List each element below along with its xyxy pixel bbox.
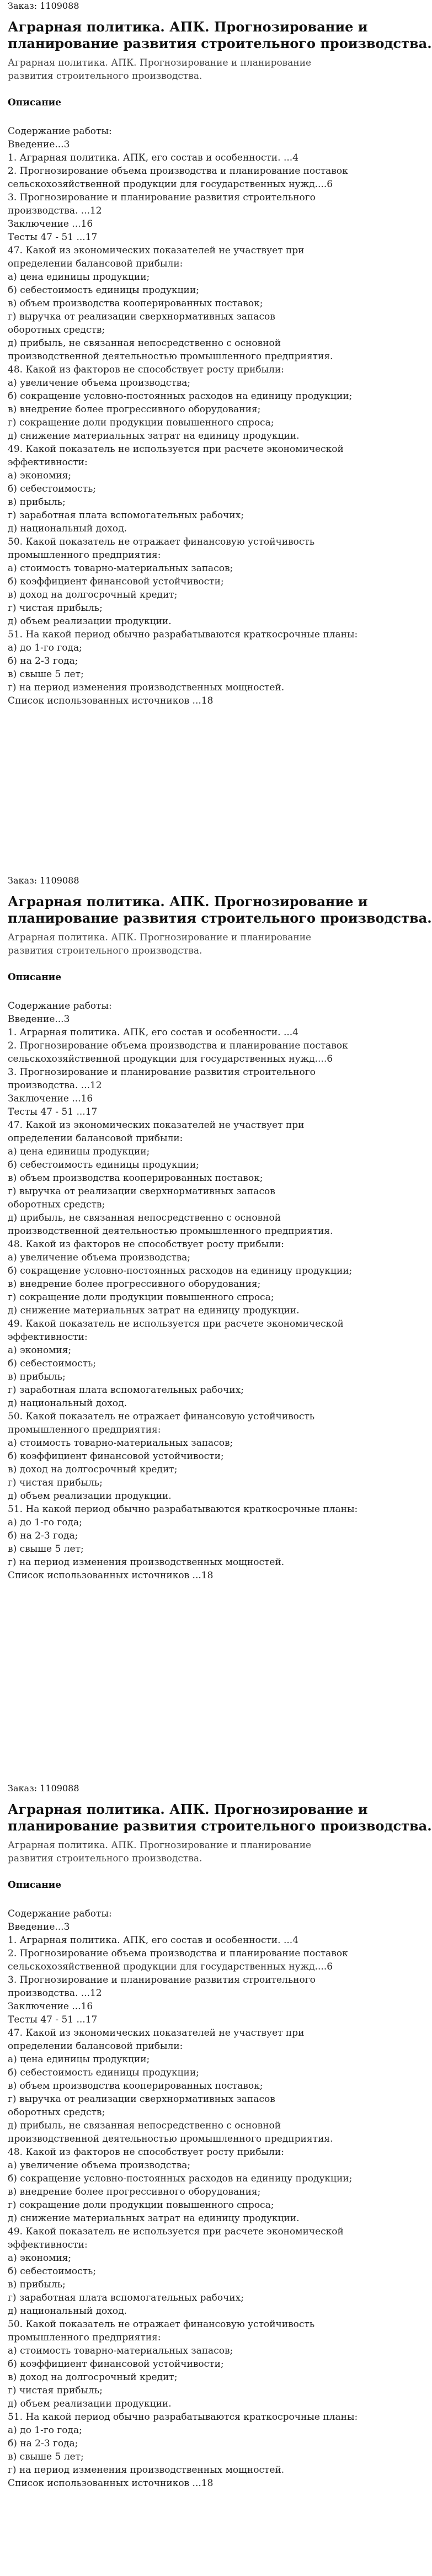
order-card <box>0 875 432 1582</box>
description-line: Список использованных источников ...18 <box>8 1570 214 1581</box>
description-line: Заключение ...16 <box>8 2001 93 2012</box>
description-line: б) коэффициент финансовой устойчивости; <box>8 2359 224 2370</box>
description-line: 3. Прогнозирование и планирование развития строительного <box>8 1974 316 1986</box>
description-line: оборотных средств; <box>8 1199 105 1210</box>
description-line: 1. Аграрная политика. АПК, его состав и особенности. ...4 <box>8 1935 298 1946</box>
description-line: 50. Какой показатель не отражает финансовую устойчивость <box>8 1411 315 1422</box>
description-line: 47. Какой из экономических показателей не участвует при <box>8 2027 305 2039</box>
subtitle-line: Аграрная политика. АПК. Прогнозирование и планирование <box>8 57 312 68</box>
description-line: а) до 1-го года; <box>8 2425 82 2436</box>
description-line: 1. Аграрная политика. АПК, его состав и особенности. ...4 <box>8 1027 298 1038</box>
description-line: а) до 1-го года; <box>8 642 82 653</box>
subtitle-line: Аграрная политика. АПК. Прогнозирование и планирование <box>8 1840 312 1851</box>
description-line: б) на 2-3 года; <box>8 656 78 667</box>
order-label: Заказ: 1109088 <box>8 1783 79 1793</box>
description-line: д) снижение материальных затрат на единицу продукции. <box>8 2213 300 2224</box>
description-line: д) снижение материальных затрат на единицу продукции. <box>8 430 300 441</box>
description-line: г) сокращение доли продукции повышенного спроса; <box>8 1292 274 1303</box>
description-line: д) объем реализации продукции. <box>8 616 172 627</box>
description-line: 48. Какой из факторов не способствует росту прибыли: <box>8 2147 284 2158</box>
description-line: б) сокращение условно-постоянных расходов на единицу продукции; <box>8 1265 353 1276</box>
description-line: в) прибыль; <box>8 497 66 508</box>
description-line: 51. На какой период обычно разрабатываются краткосрочные планы: <box>8 629 358 640</box>
description-line: промышленного предприятия: <box>8 1424 161 1435</box>
order-title <box>8 1801 432 1834</box>
description-line: г) заработная плата вспомогательных рабочих; <box>8 2292 244 2303</box>
description-heading: Описание <box>8 97 62 108</box>
description-line: Содержание работы: <box>8 1000 112 1012</box>
order-label: Заказ: 1109088 <box>8 875 79 886</box>
description-line: б) себестоимость; <box>8 483 97 494</box>
description-line: в) объем производства кооперированных поставок; <box>8 1173 263 1184</box>
description-line: Список использованных источников ...18 <box>8 695 214 706</box>
description-line: г) выручка от реализации сверхнормативных запасов <box>8 1186 275 1197</box>
description-line: Тесты 47 - 51 ...17 <box>8 2014 98 2025</box>
title-line: планирование развития строительного производства. <box>8 910 432 926</box>
description-line: Тесты 47 - 51 ...17 <box>8 232 98 243</box>
subtitle-line: Аграрная политика. АПК. Прогнозирование и планирование <box>8 932 312 943</box>
description-line: Содержание работы: <box>8 126 112 137</box>
description-line: 51. На какой период обычно разрабатываются краткосрочные планы: <box>8 2412 358 2423</box>
description-line: Список использованных источников ...18 <box>8 2478 214 2489</box>
description-line: г) чистая прибыль; <box>8 2385 103 2396</box>
description-line: г) чистая прибыль; <box>8 1477 103 1488</box>
description-line: производственной деятельностью промышленного предприятия. <box>8 1226 333 1237</box>
description-line: а) стоимость товарно-материальных запасов; <box>8 2345 233 2356</box>
description-line: а) увеличение объема производства; <box>8 2160 191 2171</box>
description-heading: Описание <box>8 972 62 983</box>
description-line: г) на период изменения производственных мощностей. <box>8 682 285 693</box>
description-line: оборотных средств; <box>8 2107 105 2118</box>
description-line: Заключение ...16 <box>8 1093 93 1104</box>
order-subtitle <box>8 931 379 957</box>
description-line: производственной деятельностью промышленного предприятия. <box>8 351 333 362</box>
description-line: в) свыше 5 лет; <box>8 2451 84 2462</box>
description-body <box>8 125 379 707</box>
description-line: г) заработная плата вспомогательных рабочих; <box>8 510 244 521</box>
description-line: а) увеличение объема производства; <box>8 377 191 388</box>
order-subtitle <box>8 1839 379 1865</box>
description-line: в) свыше 5 лет; <box>8 669 84 680</box>
description-line: в) доход на долгосрочный кредит; <box>8 589 178 600</box>
description-line: Введение...3 <box>8 1014 70 1025</box>
description-line: в) внедрение более прогрессивного оборудования; <box>8 404 261 415</box>
description-line: г) заработная плата вспомогательных рабочих; <box>8 1385 244 1396</box>
description-line: г) сокращение доли продукции повышенного спроса; <box>8 417 274 428</box>
description-line: в) свыше 5 лет; <box>8 1544 84 1555</box>
description-line: 2. Прогнозирование объема производства и планирование поставок <box>8 166 348 177</box>
description-line: в) объем производства кооперированных поставок; <box>8 298 263 309</box>
description-line: б) себестоимость; <box>8 2266 97 2277</box>
title-line: планирование развития строительного производства. <box>8 1818 432 1834</box>
description-line: б) себестоимость единицы продукции; <box>8 1159 199 1170</box>
description-line: 50. Какой показатель не отражает финансовую устойчивость <box>8 2319 315 2330</box>
description-line: в) доход на долгосрочный кредит; <box>8 1464 178 1475</box>
description-line: д) прибыль, не связанная непосредственно с основной <box>8 1212 281 1223</box>
title-line: Аграрная политика. АПК. Прогнозирование и <box>8 1801 368 1817</box>
description-line: д) снижение материальных затрат на единицу продукции. <box>8 1305 300 1316</box>
description-line: г) на период изменения производственных мощностей. <box>8 1557 285 1568</box>
subtitle-line: развития строительного производства. <box>8 945 202 956</box>
description-line: б) на 2-3 года; <box>8 1530 78 1541</box>
description-line: б) сокращение условно-постоянных расходов на единицу продукции; <box>8 2173 353 2184</box>
description-line: 3. Прогнозирование и планирование развития строительного <box>8 192 316 203</box>
title-line: Аграрная политика. АПК. Прогнозирование и <box>8 19 368 35</box>
description-line: промышленного предприятия: <box>8 550 161 561</box>
description-line: б) сокращение условно-постоянных расходов на единицу продукции; <box>8 391 353 402</box>
description-line: 48. Какой из факторов не способствует росту прибыли: <box>8 1239 284 1250</box>
subtitle-line: развития строительного производства. <box>8 71 202 82</box>
description-line: оборотных средств; <box>8 324 105 336</box>
description-line: а) до 1-го года; <box>8 1517 82 1528</box>
description-heading: Описание <box>8 1880 62 1891</box>
description-line: промышленного предприятия: <box>8 2332 161 2343</box>
description-line: б) себестоимость единицы продукции; <box>8 285 199 296</box>
description-line: производства. ...12 <box>8 1080 102 1091</box>
description-line: д) национальный доход. <box>8 523 127 534</box>
description-line: в) внедрение более прогрессивного оборудования; <box>8 1279 261 1290</box>
description-line: сельскохозяйственной продукции для государственных нужд....6 <box>8 179 333 190</box>
description-line: в) объем производства кооперированных поставок; <box>8 2080 263 2091</box>
order-label: Заказ: 1109088 <box>8 1 79 11</box>
description-line: д) национальный доход. <box>8 2306 127 2317</box>
description-line: а) увеличение объема производства; <box>8 1252 191 1263</box>
description-line: а) стоимость товарно-материальных запасов; <box>8 563 233 574</box>
description-body <box>8 999 379 1582</box>
description-line: определении балансовой прибыли: <box>8 258 183 269</box>
description-line: 51. На какой период обычно разрабатываются краткосрочные планы: <box>8 1504 358 1515</box>
description-line: в) прибыль; <box>8 2279 66 2290</box>
description-line: Введение...3 <box>8 1922 70 1933</box>
description-line: 2. Прогнозирование объема производства и планирование поставок <box>8 1040 348 1051</box>
description-line: г) выручка от реализации сверхнормативных запасов <box>8 2094 275 2105</box>
order-title <box>8 893 432 927</box>
description-line: б) себестоимость единицы продукции; <box>8 2067 199 2078</box>
description-line: производства. ...12 <box>8 1988 102 1999</box>
description-line: эффективности: <box>8 1332 88 1343</box>
title-line: планирование развития строительного производства. <box>8 35 432 51</box>
subtitle-line: развития строительного производства. <box>8 1853 202 1864</box>
description-line: г) на период изменения производственных мощностей. <box>8 2465 285 2476</box>
description-line: производственной деятельностью промышленного предприятия. <box>8 2133 333 2144</box>
description-line: б) на 2-3 года; <box>8 2438 78 2449</box>
description-line: производства. ...12 <box>8 205 102 216</box>
description-line: эффективности: <box>8 2239 88 2250</box>
description-line: б) коэффициент финансовой устойчивости; <box>8 1451 224 1462</box>
description-line: Введение...3 <box>8 139 70 150</box>
description-line: а) цена единицы продукции; <box>8 2054 150 2065</box>
order-subtitle <box>8 56 379 83</box>
description-line: 50. Какой показатель не отражает финансовую устойчивость <box>8 536 315 547</box>
description-line: д) национальный доход. <box>8 1398 127 1409</box>
description-body <box>8 1907 379 2490</box>
description-line: в) прибыль; <box>8 1371 66 1382</box>
description-line: г) сокращение доли продукции повышенного спроса; <box>8 2200 274 2211</box>
description-line: д) прибыль, не связанная непосредственно с основной <box>8 2120 281 2131</box>
description-line: в) доход на долгосрочный кредит; <box>8 2372 178 2383</box>
description-line: д) объем реализации продукции. <box>8 1491 172 1502</box>
description-line: эффективности: <box>8 457 88 468</box>
description-line: а) цена единицы продукции; <box>8 1146 150 1157</box>
order-card <box>0 1782 432 2490</box>
description-line: б) коэффициент финансовой устойчивости; <box>8 576 224 587</box>
title-line: Аграрная политика. АПК. Прогнозирование и <box>8 893 368 909</box>
description-line: 2. Прогнозирование объема производства и планирование поставок <box>8 1948 348 1959</box>
description-line: б) себестоимость; <box>8 1358 97 1369</box>
description-line: сельскохозяйственной продукции для государственных нужд....6 <box>8 1961 333 1972</box>
description-line: а) экономия; <box>8 1345 72 1356</box>
description-line: Содержание работы: <box>8 1908 112 1919</box>
description-line: сельскохозяйственной продукции для государственных нужд....6 <box>8 1053 333 1065</box>
description-line: определении балансовой прибыли: <box>8 2041 183 2052</box>
description-line: в) внедрение более прогрессивного оборудования; <box>8 2186 261 2197</box>
description-line: 48. Какой из факторов не способствует росту прибыли: <box>8 364 284 375</box>
description-line: а) экономия; <box>8 2253 72 2264</box>
description-line: д) объем реализации продукции. <box>8 2398 172 2409</box>
description-line: а) экономия; <box>8 470 72 481</box>
description-line: а) цена единицы продукции; <box>8 272 150 283</box>
description-line: 49. Какой показатель не используется при расчете экономической <box>8 1318 344 1329</box>
description-line: г) выручка от реализации сверхнормативных запасов <box>8 311 275 322</box>
order-title <box>8 19 432 52</box>
description-line: Тесты 47 - 51 ...17 <box>8 1106 98 1117</box>
description-line: 1. Аграрная политика. АПК, его состав и особенности. ...4 <box>8 152 298 163</box>
description-line: д) прибыль, не связанная непосредственно с основной <box>8 338 281 349</box>
description-line: 47. Какой из экономических показателей не участвует при <box>8 1120 305 1131</box>
description-line: 49. Какой показатель не используется при расчете экономической <box>8 2226 344 2237</box>
description-line: 49. Какой показатель не используется при расчете экономической <box>8 444 344 455</box>
description-line: 3. Прогнозирование и планирование развития строительного <box>8 1067 316 1078</box>
description-line: а) стоимость товарно-материальных запасов; <box>8 1438 233 1449</box>
description-line: определении балансовой прибыли: <box>8 1133 183 1144</box>
description-line: Заключение ...16 <box>8 219 93 230</box>
order-card <box>0 0 432 707</box>
description-line: 47. Какой из экономических показателей не участвует при <box>8 245 305 256</box>
description-line: г) чистая прибыль; <box>8 603 103 614</box>
